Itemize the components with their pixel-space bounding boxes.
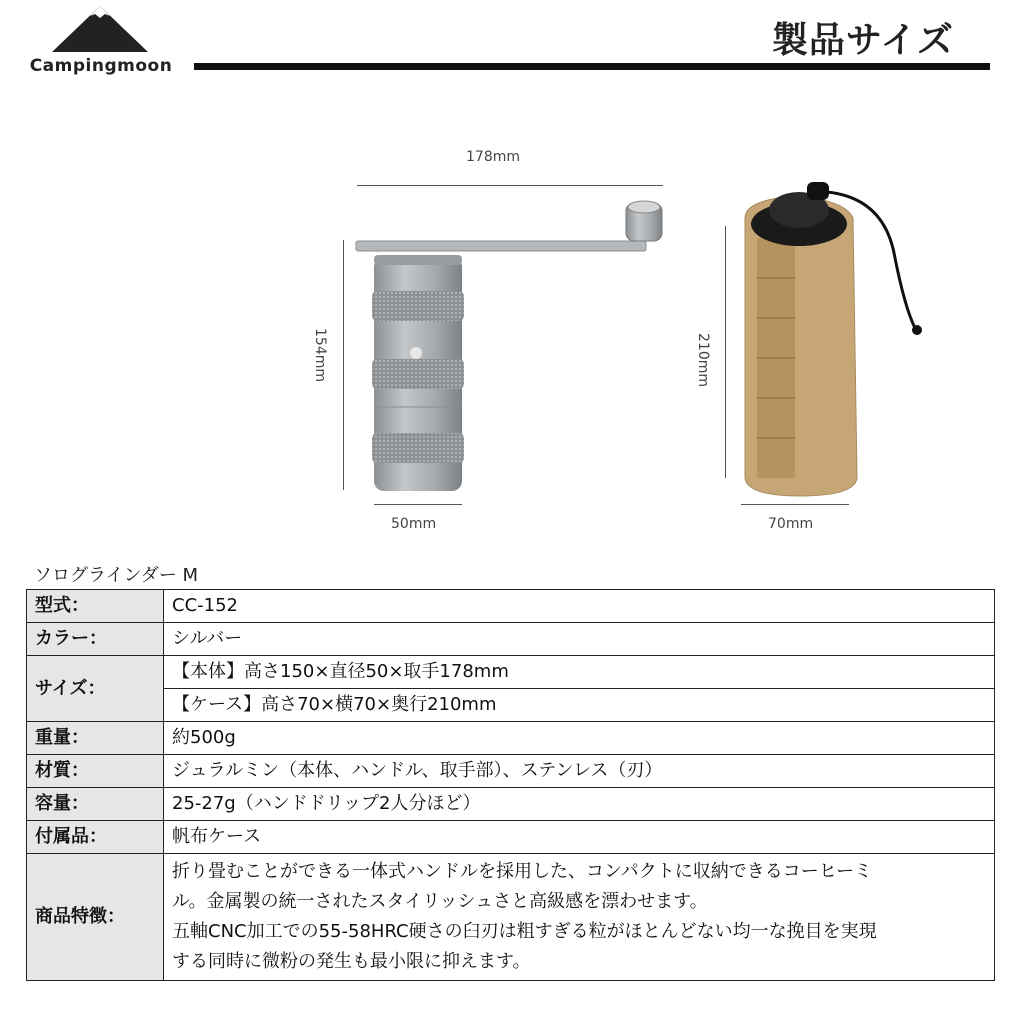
spec-label-accessory: 付属品： — [27, 821, 164, 854]
spec-label-size: サイズ： — [27, 656, 164, 722]
grinder-diameter-label: 50mm — [391, 516, 437, 532]
case-width-line — [741, 504, 849, 505]
features-line: 折り畳むことができる一体式ハンドルを採用した、コンパクトに収納できるコーヒーミ — [172, 861, 873, 882]
spec-label-capacity: 容量： — [27, 788, 164, 821]
grinder-width-label: 178mm — [466, 149, 520, 165]
spec-label-weight: 重量： — [27, 722, 164, 755]
table-row — [27, 854, 995, 981]
page-title: 製品サイズ — [771, 20, 954, 61]
spec-value-model: CC-152 — [164, 590, 995, 623]
case-image — [735, 178, 935, 500]
brand-logo — [22, 4, 180, 80]
spec-label-features: 商品特徴： — [27, 854, 164, 981]
table-row — [27, 590, 995, 623]
spec-value-size-body: 【本体】高さ150×直径50×取手178mm — [164, 656, 995, 689]
table-row — [27, 788, 995, 821]
spec-label-model: 型式： — [27, 590, 164, 623]
case-height-label: 210mm — [695, 333, 711, 387]
brand-name: Campingmoon — [29, 56, 173, 76]
table-row — [27, 623, 995, 656]
grinder-width-line — [357, 185, 663, 186]
grinder-image — [350, 195, 670, 500]
case-height-line — [725, 226, 726, 478]
mountain-logo-icon — [50, 4, 150, 54]
product-name: ソログラインダー M — [34, 565, 198, 586]
features-line: 五軸CNC加工での55-58HRC硬さの臼刃は粗すぎる粒がほとんどない均一な挽目を実現 — [172, 921, 877, 942]
header-divider — [194, 63, 990, 70]
grinder-height-label: 154mm — [312, 328, 328, 382]
table-row — [27, 755, 995, 788]
case-width-label: 70mm — [768, 516, 814, 532]
spec-value-material: ジュラルミン（本体、ハンドル、取手部）、ステンレス（刃） — [164, 755, 995, 788]
spec-value-weight: 約500g — [164, 722, 995, 755]
table-row — [27, 821, 995, 854]
spec-label-color: カラー： — [27, 623, 164, 656]
spec-value-features — [164, 854, 995, 981]
table-row — [27, 722, 995, 755]
spec-value-size-case: 【ケース】高さ70×横70×奥行210mm — [164, 689, 995, 722]
grinder-diameter-line — [374, 504, 462, 505]
spec-value-capacity: 25-27g（ハンドドリップ2人分ほど） — [164, 788, 995, 821]
features-line: する同時に微粉の発生も最小限に抑えます。 — [172, 951, 531, 972]
table-row — [27, 689, 995, 722]
features-line: ル。金属製の統一されたスタイリッシュさと高級感を漂わせます。 — [172, 891, 708, 912]
spec-label-material: 材質： — [27, 755, 164, 788]
table-row — [27, 656, 995, 689]
spec-value-color: シルバー — [164, 623, 995, 656]
spec-table — [26, 589, 995, 981]
grinder-height-line — [343, 240, 344, 490]
spec-value-accessory: 帆布ケース — [164, 821, 995, 854]
